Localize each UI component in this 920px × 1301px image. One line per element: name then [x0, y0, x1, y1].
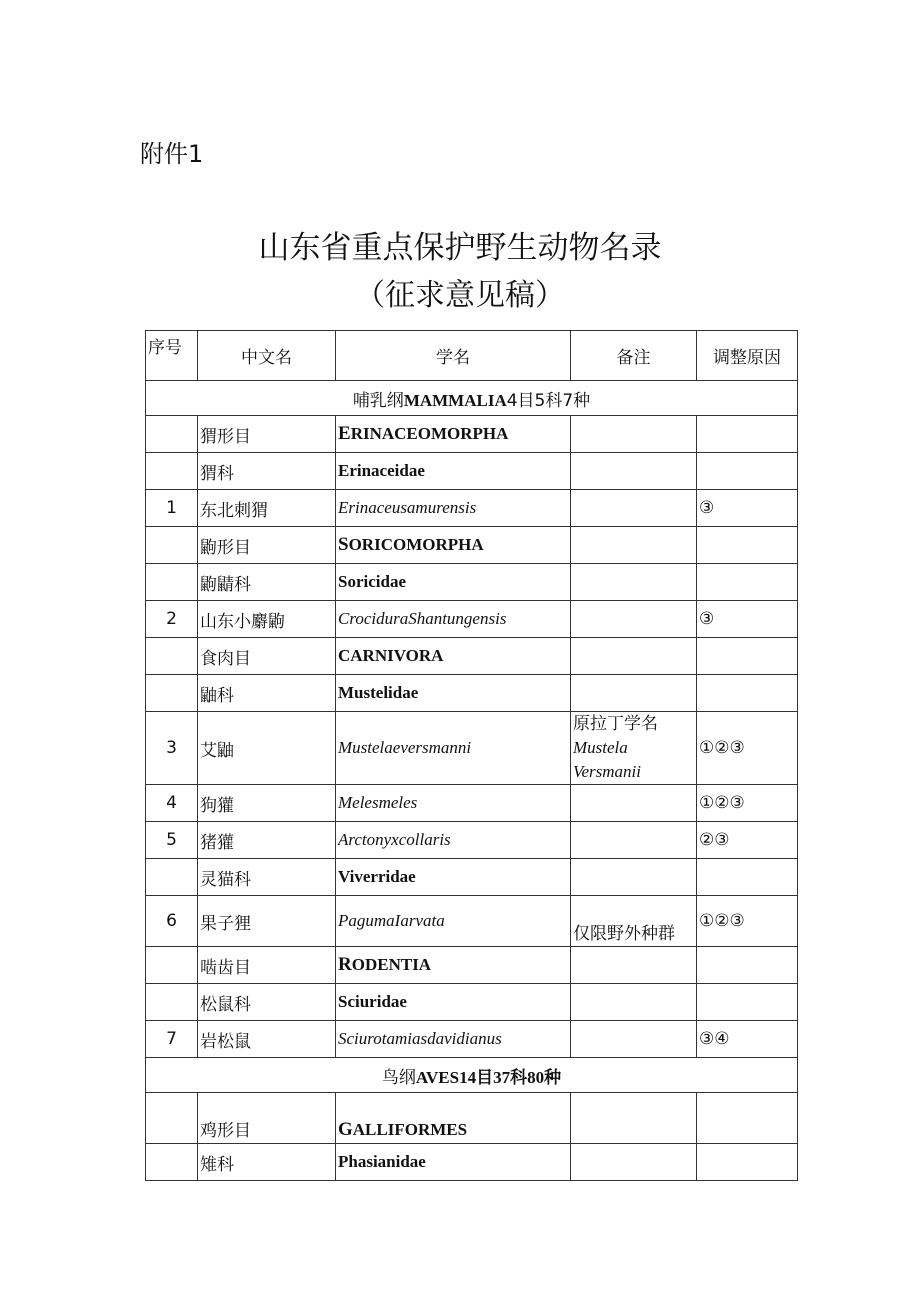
table-row — [146, 416, 798, 453]
class-cn: 鸟纲 — [381, 1067, 416, 1088]
table-row — [146, 785, 798, 822]
row-cn: 果子狸 — [198, 896, 336, 947]
row-reason: ②③ — [697, 822, 798, 859]
class-summary: 4目5科7种 — [506, 390, 591, 411]
table-row — [146, 712, 798, 785]
row-remarks — [571, 453, 697, 490]
row-cn: 猬科 — [198, 453, 336, 490]
row-reason: ③ — [697, 601, 798, 638]
row-cn: 山东小麝鼩 — [198, 601, 336, 638]
table-row — [146, 896, 798, 947]
row-sci: Soricidae — [336, 564, 571, 601]
row-remarks — [571, 947, 697, 984]
table-row — [146, 1144, 798, 1181]
row-remarks: 仅限野外种群 — [571, 896, 697, 947]
row-remarks — [571, 1144, 697, 1181]
row-sci: Arctonyxcollaris — [336, 822, 571, 859]
row-no — [146, 984, 198, 1021]
class-heading — [146, 381, 798, 416]
row-no — [146, 453, 198, 490]
annex-label: 附件1 — [140, 140, 204, 168]
row-no — [146, 564, 198, 601]
header-scientific-name: 学名 — [336, 331, 571, 381]
row-no — [146, 527, 198, 564]
row-sci: Erinaceusamurensis — [336, 490, 571, 527]
row-remarks — [571, 638, 697, 675]
row-remarks — [571, 601, 697, 638]
row-no: 4 — [146, 785, 198, 822]
row-remarks — [571, 527, 697, 564]
row-cn: 食肉目 — [198, 638, 336, 675]
row-reason: ③ — [697, 490, 798, 527]
row-cn: 鸡形目 — [198, 1093, 336, 1144]
header-serial: 序号 — [146, 331, 198, 381]
table-row — [146, 638, 798, 675]
table-header-row — [146, 331, 798, 381]
species-table — [145, 330, 798, 1181]
row-sci: PagumaIarvata — [336, 896, 571, 947]
remark-line: 原拉丁学名 — [573, 714, 658, 734]
row-reason — [697, 675, 798, 712]
class-heading — [146, 1058, 798, 1093]
row-cn: 猬形目 — [198, 416, 336, 453]
row-remarks — [571, 490, 697, 527]
row-reason — [697, 527, 798, 564]
row-cn: 猪獾 — [198, 822, 336, 859]
row-sci: Sciurotamiasdavidianus — [336, 1021, 571, 1058]
header-remarks: 备注 — [571, 331, 697, 381]
row-cn: 鼩鼱科 — [198, 564, 336, 601]
row-remarks — [571, 1093, 697, 1144]
table-row — [146, 984, 798, 1021]
row-cn: 鼩形目 — [198, 527, 336, 564]
row-no — [146, 638, 198, 675]
row-cn: 雉科 — [198, 1144, 336, 1181]
row-cn: 东北刺猬 — [198, 490, 336, 527]
row-reason — [697, 947, 798, 984]
table-row — [146, 822, 798, 859]
row-cn: 松鼠科 — [198, 984, 336, 1021]
row-no — [146, 947, 198, 984]
row-cn: 岩松鼠 — [198, 1021, 336, 1058]
row-sci: Melesmeles — [336, 785, 571, 822]
row-reason — [697, 859, 798, 896]
table-row — [146, 859, 798, 896]
row-remarks — [571, 416, 697, 453]
row-reason: ①②③ — [697, 712, 798, 785]
row-sci: GALLIFORMES — [336, 1093, 571, 1144]
class-cn: 哺乳纲 — [352, 390, 404, 411]
row-no — [146, 1144, 198, 1181]
row-sci: Erinaceidae — [336, 453, 571, 490]
table-row — [146, 453, 798, 490]
remark-line: Mustela — [573, 738, 628, 757]
row-reason — [697, 638, 798, 675]
class-latin: MAMMALIA — [403, 390, 507, 410]
row-no: 6 — [146, 896, 198, 947]
row-remarks — [571, 675, 697, 712]
row-no — [146, 1093, 198, 1144]
table-row — [146, 1093, 798, 1144]
table-row — [146, 527, 798, 564]
row-reason — [697, 1144, 798, 1181]
row-reason — [697, 453, 798, 490]
row-reason: ③④ — [697, 1021, 798, 1058]
row-reason: ①②③ — [697, 785, 798, 822]
table-row — [146, 675, 798, 712]
row-sci: CARNIVORA — [336, 638, 571, 675]
header-chinese-name: 中文名 — [198, 331, 336, 381]
page-subtitle: （征求意见稿） — [355, 278, 565, 313]
row-no: 5 — [146, 822, 198, 859]
row-cn: 鼬科 — [198, 675, 336, 712]
row-cn: 狗獾 — [198, 785, 336, 822]
row-no: 1 — [146, 490, 198, 527]
row-sci: Sciuridae — [336, 984, 571, 1021]
table-row — [146, 490, 798, 527]
row-remarks — [571, 1021, 697, 1058]
class-latin: AVES — [415, 1067, 460, 1087]
row-no: 2 — [146, 601, 198, 638]
table-row — [146, 1021, 798, 1058]
row-cn: 啮齿目 — [198, 947, 336, 984]
row-reason — [697, 416, 798, 453]
row-cn: 灵猫科 — [198, 859, 336, 896]
row-remarks — [571, 564, 697, 601]
page-title: 山东省重点保护野生动物名录 — [258, 230, 662, 266]
row-remarks — [571, 785, 697, 822]
table-row — [146, 564, 798, 601]
row-no: 3 — [146, 712, 198, 785]
row-sci: Viverridae — [336, 859, 571, 896]
row-reason — [697, 1093, 798, 1144]
table-row — [146, 601, 798, 638]
table-row — [146, 947, 798, 984]
row-no — [146, 416, 198, 453]
row-remarks — [571, 859, 697, 896]
row-remarks — [571, 822, 697, 859]
row-cn: 艾鼬 — [198, 712, 336, 785]
class-summary: 14目37科80种 — [459, 1067, 562, 1087]
row-sci: Mustelaeversmanni — [336, 712, 571, 785]
row-no — [146, 859, 198, 896]
row-reason — [697, 564, 798, 601]
remark-line: Versmanii — [573, 762, 641, 781]
row-reason: ①②③ — [697, 896, 798, 947]
class-row-aves — [146, 1058, 798, 1093]
header-adjust-reason: 调整原因 — [697, 331, 798, 381]
row-sci: Mustelidae — [336, 675, 571, 712]
row-reason — [697, 984, 798, 1021]
row-no: 7 — [146, 1021, 198, 1058]
row-no — [146, 675, 198, 712]
row-sci: SORICOMORPHA — [336, 527, 571, 564]
row-sci: ERINACEOMORPHA — [336, 416, 571, 453]
row-remarks — [571, 984, 697, 1021]
row-sci: Phasianidae — [336, 1144, 571, 1181]
row-sci: RODENTIA — [336, 947, 571, 984]
row-remarks — [571, 712, 697, 785]
class-row-mammalia — [146, 381, 798, 416]
row-sci: CrociduraShantungensis — [336, 601, 571, 638]
